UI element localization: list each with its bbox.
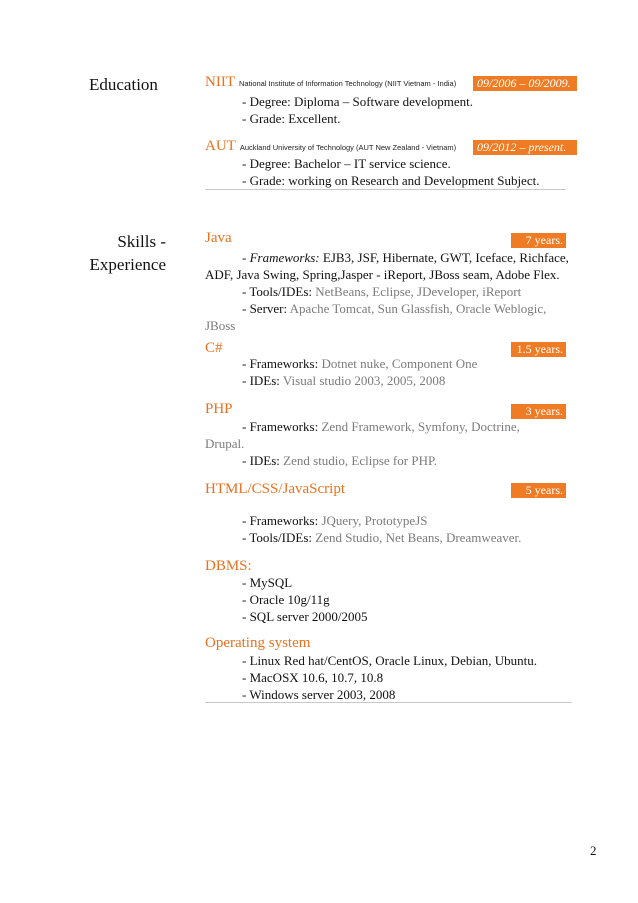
date-range-badge: 09/2006 – 09/2009.: [473, 76, 577, 91]
frameworks-line-cont: ADF, Java Swing, Spring,Jasper - iReport, JBoss seam, Adobe Flex.: [205, 267, 560, 282]
tools-text: Zend Studio, Net Beans, Dreamweaver.: [312, 530, 522, 545]
org-full-name: Auckland University of Technology (AUT New Zealand - Vietnam): [239, 143, 457, 152]
degree-line: - Degree: Diploma – Software development.: [242, 94, 474, 109]
server-label: - Server:: [242, 301, 288, 316]
frameworks-label: Frameworks:: [249, 250, 320, 265]
frameworks-line: [242, 418, 520, 435]
tools-line: [242, 529, 521, 546]
skill-title-web: HTML/CSS/JavaScript: [205, 481, 346, 497]
page-number: 2: [590, 843, 597, 858]
skills-heading-line1: Skills -: [117, 232, 166, 251]
frameworks-line: [242, 249, 569, 266]
skills-heading-line2: Experience: [89, 255, 166, 274]
os-item: - MacOSX 10.6, 10.7, 10.8: [242, 670, 384, 685]
server-line: [242, 300, 546, 317]
org-full-name: National Institute of Information Technology (NIIT Vietnam - India): [239, 79, 457, 88]
os-item: - Windows server 2003, 2008: [242, 687, 396, 702]
ides-text: Zend studio, Eclipse for PHP.: [279, 453, 437, 468]
education-entry-aut: [205, 137, 456, 155]
ides-line: [242, 452, 437, 469]
dbms-item: - Oracle 10g/11g: [242, 592, 330, 607]
frameworks-text: Dotnet nuke, Component One: [318, 356, 478, 371]
ides-label: - IDEs:: [242, 373, 280, 388]
tools-text: NetBeans, Eclipse, JDeveloper, iReport: [312, 284, 522, 299]
frameworks-text: EJB3, JSF, Hibernate, GWT, Iceface, Richface,: [319, 250, 569, 265]
server-text: Apache Tomcat, Sun Glassfish, Oracle Weblogic,: [287, 301, 547, 316]
tools-line: [242, 283, 521, 300]
skill-title-java: Java: [205, 230, 232, 246]
ides-text: Visual studio 2003, 2005, 2008: [279, 373, 446, 388]
years-badge: 7 years.: [511, 233, 566, 248]
frameworks-text: Zend Framework, Symfony, Doctrine,: [318, 419, 520, 434]
frameworks-line: [242, 512, 427, 529]
education-entry-niit: [205, 73, 456, 91]
section-divider: [205, 189, 566, 190]
ides-label: - IDEs:: [242, 453, 280, 468]
dbms-item: - MySQL: [242, 575, 293, 590]
org-name: AUT: [205, 138, 236, 154]
section-divider: [205, 702, 572, 703]
frameworks-label: - Frameworks:: [242, 513, 319, 528]
server-line-cont: JBoss: [205, 318, 236, 333]
frameworks-label: - Frameworks:: [242, 419, 319, 434]
frameworks-line: [242, 355, 477, 372]
years-badge: 5 years.: [511, 483, 566, 498]
dbms-item: - SQL server 2000/2005: [242, 609, 368, 624]
education-heading: Education: [89, 75, 158, 94]
tools-label: - Tools/IDEs:: [242, 530, 312, 545]
frameworks-text: JQuery, PrototypeJS: [318, 513, 428, 528]
skill-title-dbms: DBMS:: [205, 558, 252, 574]
skill-title-csharp: C#: [205, 340, 223, 356]
frameworks-label: - Frameworks:: [242, 356, 319, 371]
grade-line: - Grade: Excellent.: [242, 111, 341, 126]
years-badge: 3 years.: [511, 404, 566, 419]
tools-label: - Tools/IDEs:: [242, 284, 312, 299]
org-name: NIIT: [205, 74, 235, 90]
grade-line: - Grade: working on Research and Development Subject.: [242, 173, 540, 188]
ides-line: [242, 372, 445, 389]
dash: -: [242, 250, 250, 265]
skill-title-os: Operating system: [205, 635, 311, 651]
degree-line: - Degree: Bachelor – IT service science.: [242, 156, 451, 171]
years-badge: 1.5 years.: [511, 342, 566, 357]
frameworks-line-cont: Drupal.: [205, 436, 245, 451]
date-range-badge: 09/2012 – present.: [473, 140, 577, 155]
skill-title-php: PHP: [205, 401, 233, 417]
os-item: - Linux Red hat/CentOS, Oracle Linux, Debian, Ubuntu.: [242, 653, 537, 668]
